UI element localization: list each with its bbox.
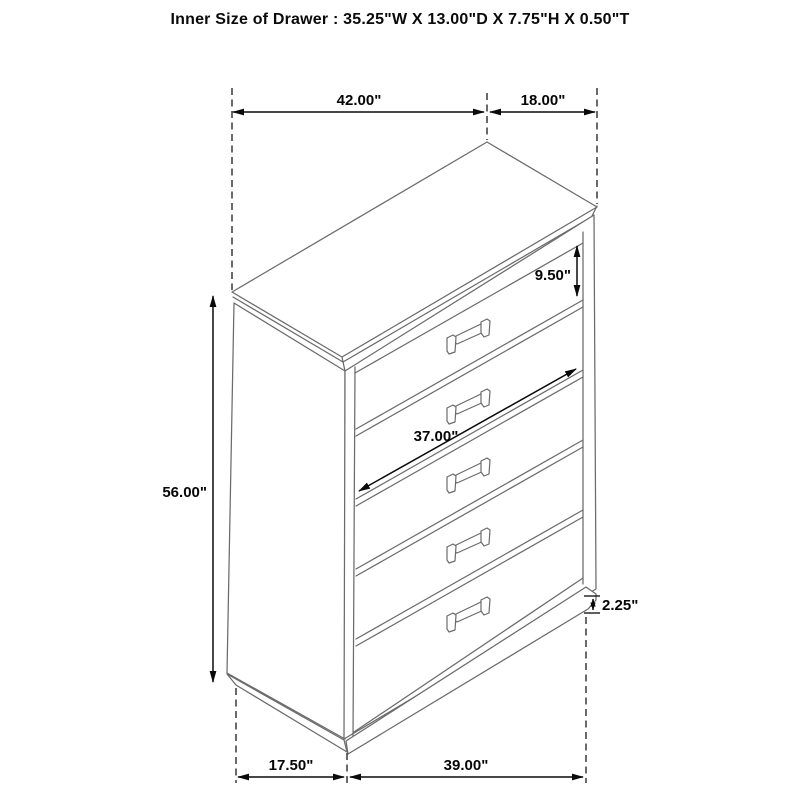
cabinet-side-panel	[227, 303, 345, 739]
dim-top-depth-label: 18.00"	[520, 92, 566, 109]
dim-top-width-label: 42.00"	[336, 92, 382, 109]
dim-overall-height-label: 56.00"	[162, 484, 207, 501]
dim-bottom-depth-label: 17.50"	[268, 757, 314, 774]
dim-top-drawer-height-label: 9.50"	[534, 267, 571, 284]
diagram-title: Inner Size of Drawer : 35.25"W X 13.00"D X 7.75"H X 0.50"T	[170, 11, 630, 28]
dim-drawer-front-width-label: 37.00"	[413, 428, 459, 445]
cabinet-drawing	[227, 142, 597, 754]
dim-base-height-label: 2.25"	[602, 597, 639, 614]
dim-bottom-width-label: 39.00"	[443, 757, 489, 774]
